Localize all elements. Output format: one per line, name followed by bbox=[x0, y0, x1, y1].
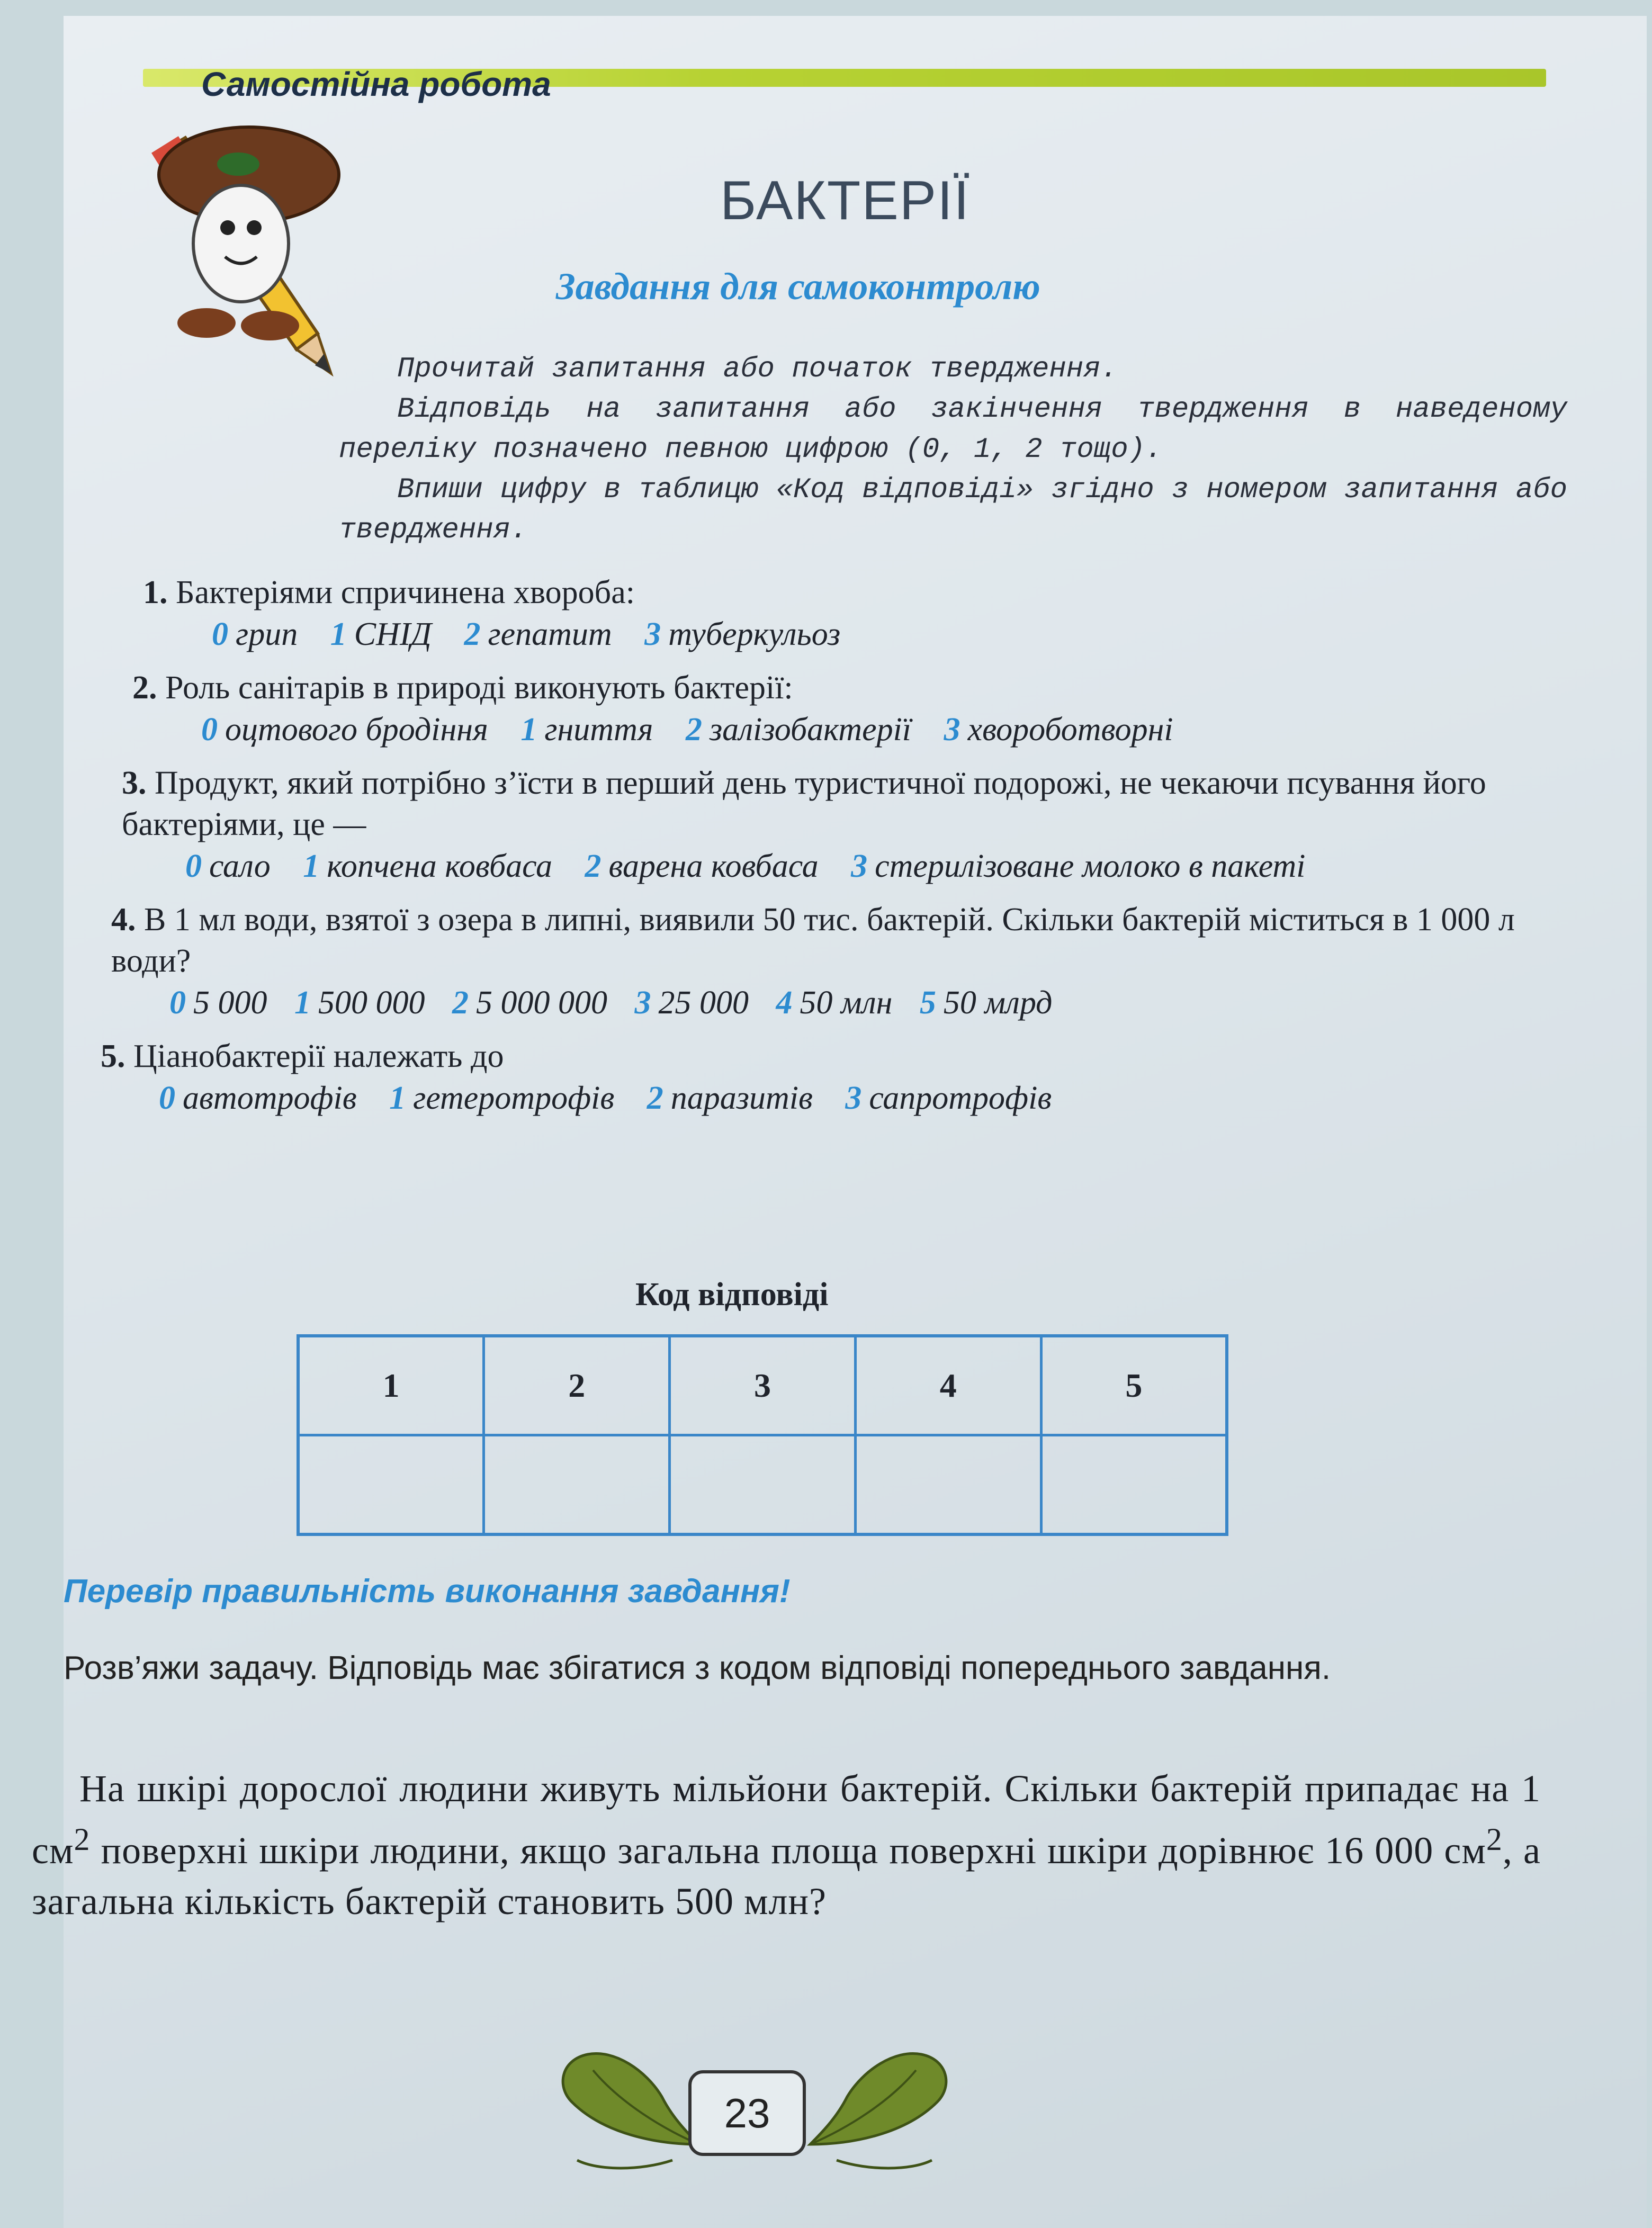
question-text: Ціанобактерії належать до bbox=[133, 1038, 504, 1074]
question-4 bbox=[101, 899, 1573, 1024]
question-text: Роль санітарів в природі виконують бактерії: bbox=[165, 670, 793, 706]
answer-option: 4 50 млн bbox=[776, 985, 893, 1021]
answers bbox=[101, 845, 1573, 887]
answer-option: 5 50 млрд bbox=[919, 985, 1053, 1021]
question-2 bbox=[101, 667, 1573, 751]
answer-option: 1 гетеротрофів bbox=[389, 1080, 615, 1116]
answer-option: 1 500 000 bbox=[294, 985, 425, 1021]
question-number: 2. bbox=[132, 670, 157, 706]
answers bbox=[101, 982, 1573, 1024]
page-number: 23 bbox=[688, 2070, 806, 2156]
answer-option: 1 копчена ковбаса bbox=[303, 848, 553, 884]
table-answer-row bbox=[298, 1435, 1227, 1535]
answer-code-table bbox=[297, 1334, 1228, 1536]
answer-option: 2 варена ковбаса bbox=[585, 848, 819, 884]
subtitle: Завдання для самоконтролю bbox=[556, 265, 1040, 308]
question-3 bbox=[101, 762, 1573, 887]
instructions bbox=[339, 349, 1567, 551]
answer-option: 3 туберкульоз bbox=[644, 616, 841, 652]
ginkgo-leaf-icon bbox=[540, 2038, 710, 2176]
mushroom-pencil-mascot-icon bbox=[127, 106, 349, 381]
answer-cell[interactable] bbox=[670, 1435, 856, 1535]
question-number: 3. bbox=[122, 765, 147, 801]
answer-option: 0 5 000 bbox=[169, 985, 267, 1021]
table-header-row bbox=[298, 1336, 1227, 1435]
answer-option: 1 СНІД bbox=[330, 616, 432, 652]
section-title: Самостійна робота bbox=[201, 65, 551, 103]
instruction-line: Впиши цифру в таблицю «Код відповіді» згідно з номером запитання або твердження. bbox=[339, 474, 1567, 546]
question-1 bbox=[101, 572, 1573, 655]
questions-list bbox=[101, 572, 1573, 1131]
table-header-cell: 1 bbox=[298, 1336, 484, 1435]
answer-option: 0 грип bbox=[212, 616, 298, 652]
check-heading: Перевір правильність виконання завдання! bbox=[64, 1573, 791, 1610]
answer-option: 1 гниття bbox=[520, 712, 653, 748]
topic-heading: БАКТЕРІЇ bbox=[720, 170, 970, 231]
answers bbox=[101, 1077, 1573, 1119]
answer-option: 3 стерилізоване молоко в пакеті bbox=[851, 848, 1306, 884]
question-number: 5. bbox=[101, 1038, 125, 1074]
instruction-line: Відповідь на запитання або закінчення твердження в наведеному переліку позначено певною цифрою (0, 1, 2 тощо). bbox=[339, 393, 1567, 466]
textbook-page bbox=[32, 16, 1647, 2228]
answer-option: 0 оцтового бродіння bbox=[201, 712, 488, 748]
answer-cell[interactable] bbox=[298, 1435, 484, 1535]
answer-cell[interactable] bbox=[855, 1435, 1041, 1535]
question-number: 1. bbox=[143, 574, 168, 610]
answer-option: 2 гепатит bbox=[464, 616, 612, 652]
answer-option: 0 автотрофів bbox=[159, 1080, 357, 1116]
task-instruction: Розв’яжи задачу. Відповідь має збігатися з кодом відповіді попереднього завдання. bbox=[64, 1650, 1331, 1686]
answer-option: 3 сапротрофів bbox=[845, 1080, 1052, 1116]
answer-option: 2 паразитів bbox=[647, 1080, 813, 1116]
answers bbox=[101, 708, 1573, 751]
answer-option: 3 хвороботворні bbox=[944, 712, 1173, 748]
answer-option: 2 залізобактерії bbox=[685, 712, 912, 748]
table-header-cell: 2 bbox=[484, 1336, 670, 1435]
question-text: Бактеріями спричинена хвороба: bbox=[176, 574, 635, 610]
table-header-cell: 5 bbox=[1041, 1336, 1227, 1435]
code-table-title: Код відповіді bbox=[635, 1277, 829, 1313]
table-header-cell: 4 bbox=[855, 1336, 1041, 1435]
question-5 bbox=[101, 1036, 1573, 1119]
answer-cell[interactable] bbox=[484, 1435, 670, 1535]
table-header-cell: 3 bbox=[670, 1336, 856, 1435]
answers bbox=[101, 613, 1573, 655]
instruction-line: Прочитай запитання або початок твердження. bbox=[397, 353, 1118, 385]
answer-option: 3 25 000 bbox=[634, 985, 749, 1021]
word-problem: На шкірі дорослої людини живуть мільйони бактерій. Скільки бактерій припадає на 1 $см^2$ поверхні шкіри людини, якщо загальна площа поверхні шкіри дорівнює 16 000 $см^2$, а загальна кількість бактерій становить 500 млн? bbox=[32, 1767, 1541, 1922]
answer-option: 0 сало bbox=[185, 848, 271, 884]
question-text: Продукт, який потрібно з’їсти в перший день туристичної подорожі, не чекаючи псування його бактеріями, це — bbox=[122, 765, 1486, 842]
answer-option: 2 5 000 000 bbox=[452, 985, 607, 1021]
question-text: В 1 мл води, взятої з озера в липні, виявили 50 тис. бактерій. Скільки бактерій міститься в 1 000 л води? bbox=[111, 902, 1515, 979]
ginkgo-leaf-icon bbox=[800, 2038, 969, 2176]
question-number: 4. bbox=[111, 902, 136, 938]
answer-cell[interactable] bbox=[1041, 1435, 1227, 1535]
